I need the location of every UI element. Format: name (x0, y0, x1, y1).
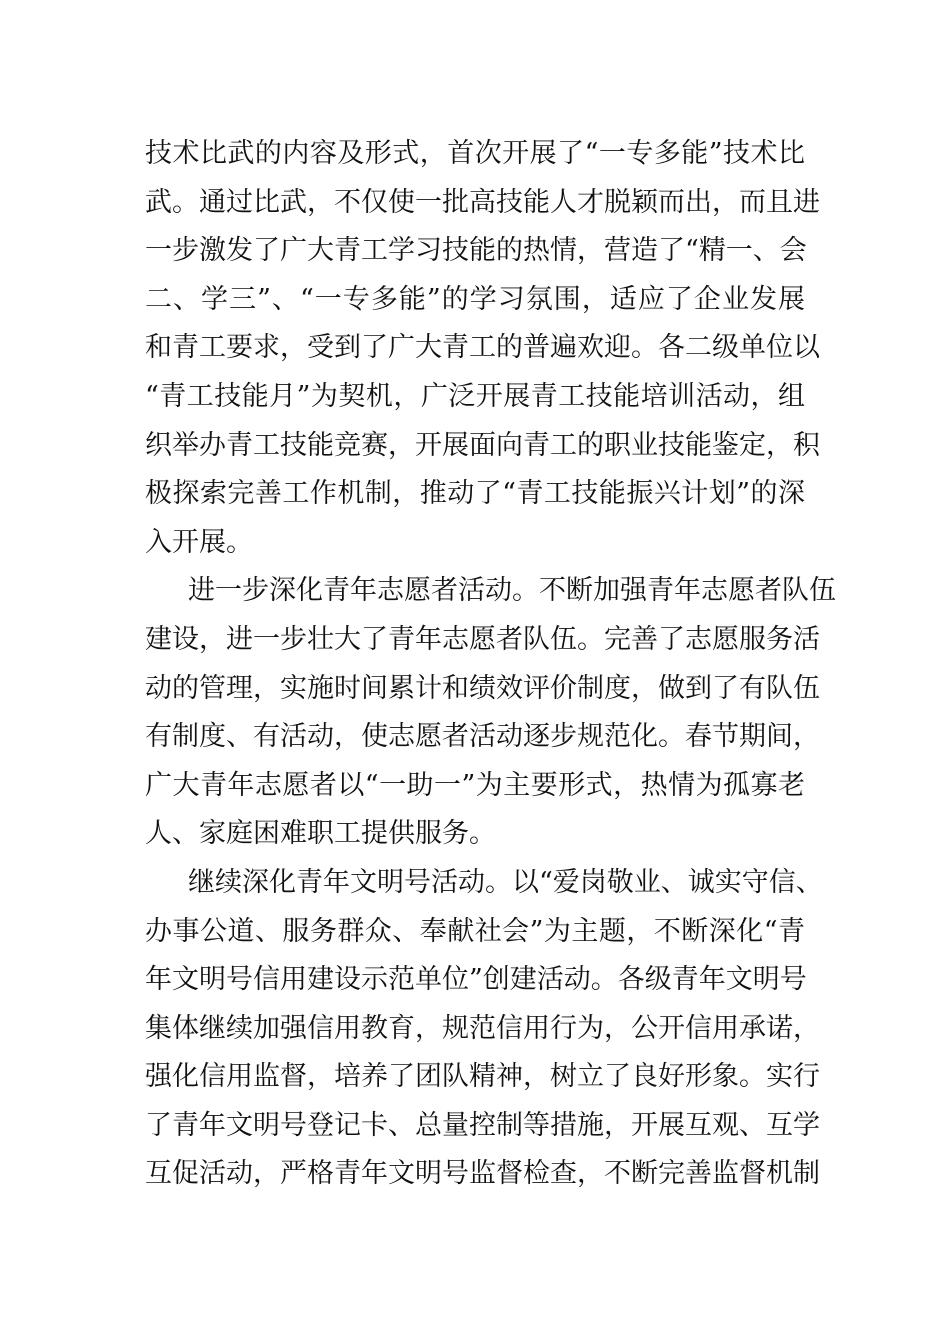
text-line: 武。通过比武，不仅使一批高技能人才脱颖而出，而且进 (145, 186, 820, 218)
paragraph-skills-competition (145, 130, 820, 567)
text-line: 进一步深化青年志愿者活动。不断加强青年志愿者队伍 (188, 575, 836, 607)
text-line: 广大青年志愿者以“一助一”为主要形式，热情为孤寡老 (145, 769, 805, 801)
text-line: 和青工要求，受到了广大青工的普遍欢迎。各二级单位以 (145, 332, 820, 364)
paragraph-civilization-post (145, 859, 823, 1199)
text-line: 了青年文明号登记卡、总量控制等措施，开展互观、互学 (145, 1109, 820, 1141)
text-line: 互促活动，严格青年文明号监督检查，不断完善监督机制 (145, 1158, 820, 1190)
text-line: 人、家庭困难职工提供服务。 (145, 818, 496, 850)
text-line: 技术比武的内容及形式，首次开展了“一专多能”技术比 (145, 138, 805, 169)
text-line: “青工技能月”为契机，广泛开展青工技能培训活动，组 (145, 380, 805, 412)
text-line: 织举办青工技能竞赛，开展面向青工的职业技能鉴定，积 (145, 429, 820, 461)
text-line: 建设，进一步壮大了青年志愿者队伍。完善了志愿服务活 (145, 623, 820, 655)
text-line: 动的管理，实施时间累计和绩效评价制度，做到了有队伍 (145, 672, 820, 704)
body-text (145, 130, 836, 1199)
text-line: 极探索完善工作机制，推动了“青工技能振兴计划”的深 (145, 478, 805, 510)
text-line: 入开展。 (145, 526, 253, 558)
text-line: 年文明号信用建设示范单位”创建活动。各级青年文明号 (145, 964, 807, 996)
text-line: 集体继续加强信用教育，规范信用行为，公开信用承诺， (145, 1012, 820, 1044)
text-line: 继续深化青年文明号活动。以“爱岗敬业、诚实守信、 (188, 866, 823, 898)
text-line: 一步激发了广大青工学习技能的热情，营造了“精一、会 (145, 235, 807, 267)
text-line: 强化信用监督，培养了团队精神，树立了良好形象。实行 (145, 1061, 820, 1093)
text-line: 有制度、有活动，使志愿者活动逐步规范化。春节期间， (145, 721, 820, 753)
paragraph-volunteer-activities (145, 567, 836, 859)
text-line: 二、学三”、“一专多能”的学习氛围，适应了企业发展 (145, 283, 805, 315)
text-line: 办事公道、服务群众、奉献社会”为主题，不断深化“青 (145, 915, 805, 947)
